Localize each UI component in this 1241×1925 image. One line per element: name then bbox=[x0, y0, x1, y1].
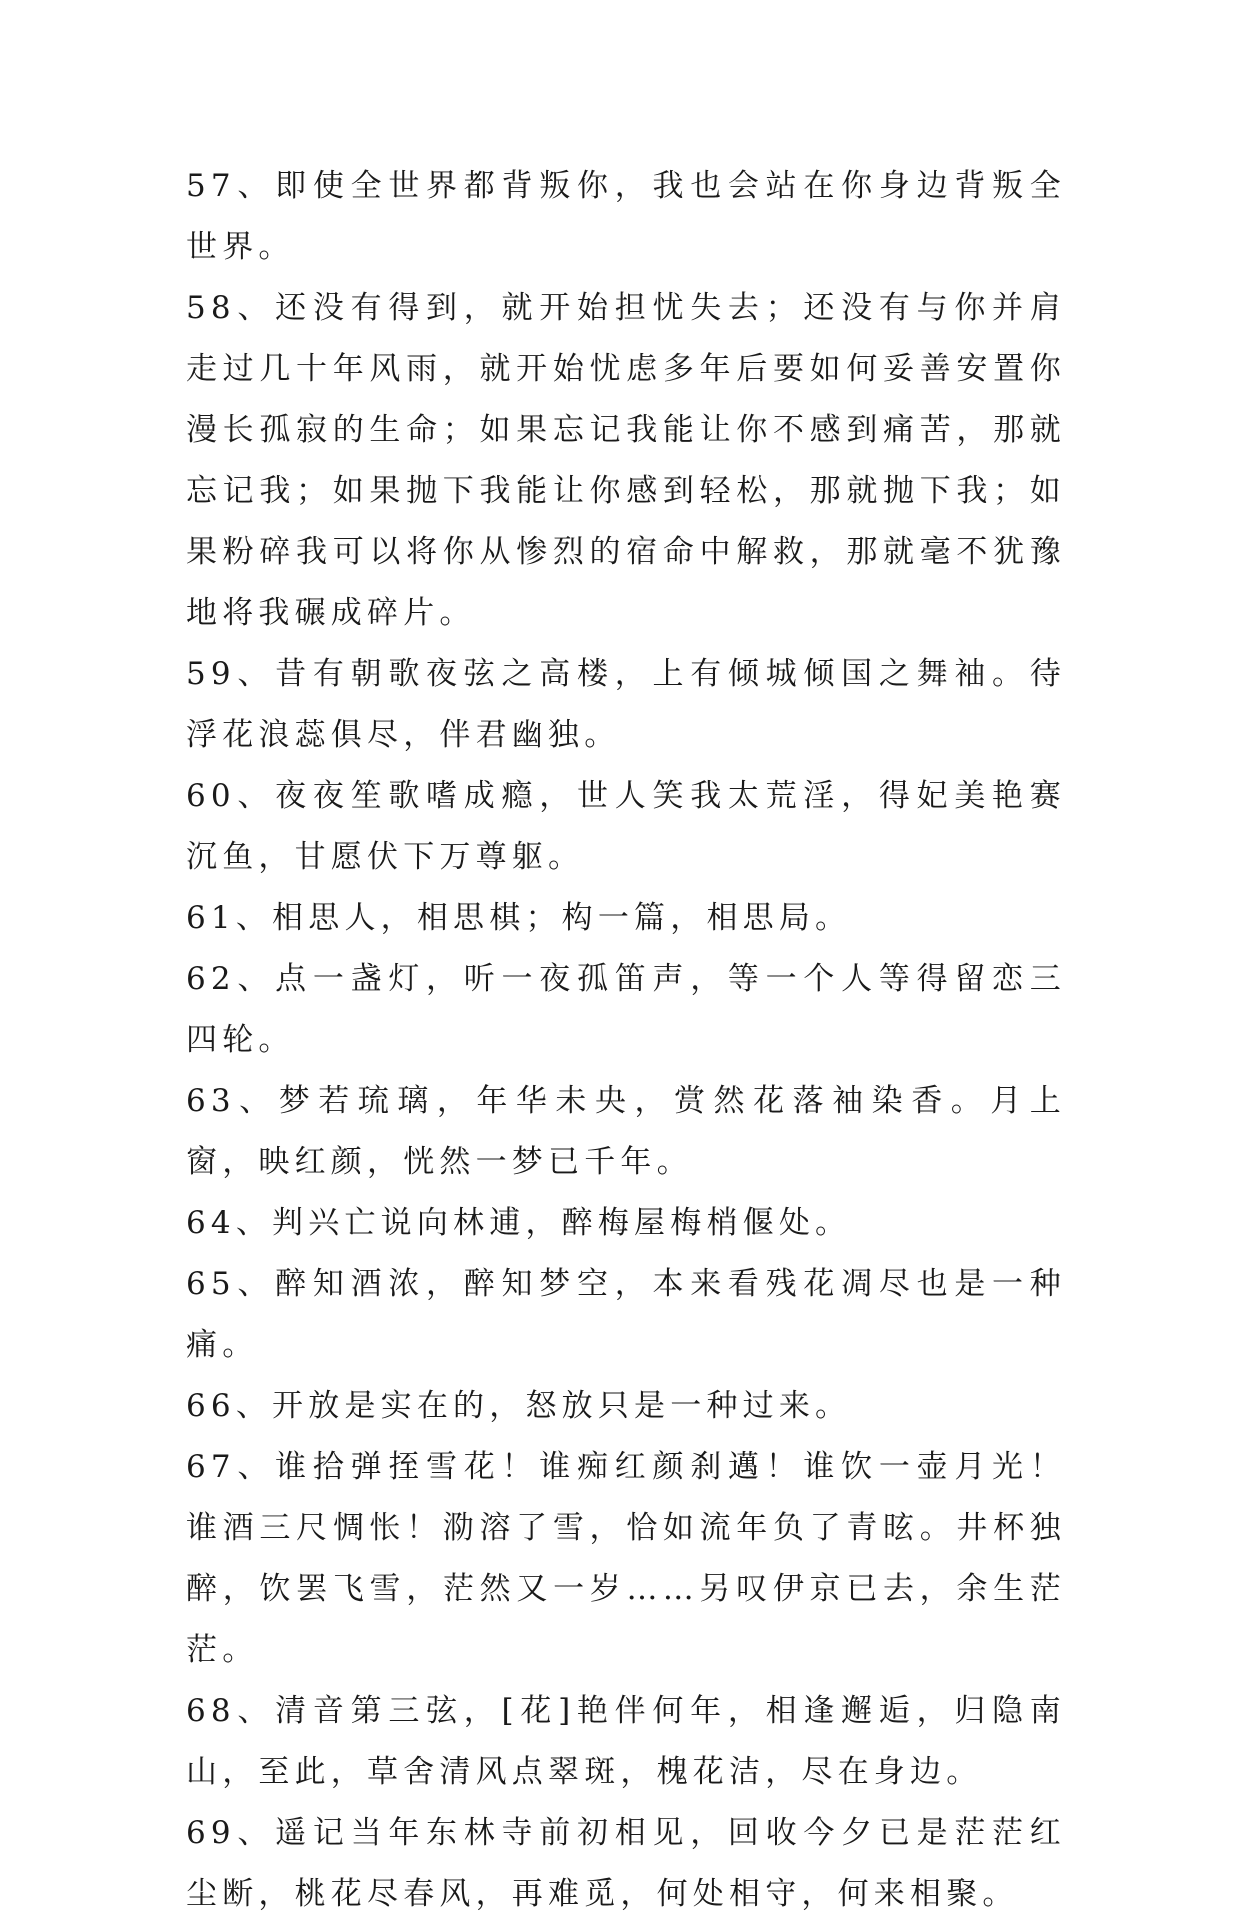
quote-entry-64: 64、判兴亡说向林逋，醉梅屋梅梢偃处。 bbox=[186, 1205, 852, 1241]
quote-list bbox=[186, 156, 1066, 1925]
quote-entry-62: 62、点一盏灯，听一夜孤笛声，等一个人等得留恋三四轮。 bbox=[186, 961, 1066, 1058]
quote-entry-57: 57、即使全世界都背叛你，我也会站在你身边背叛全世界。 bbox=[186, 168, 1066, 265]
quote-entry-58: 58、还没有得到，就开始担忧失去；还没有与你并肩走过几十年风雨，就开始忧虑多年后要如何妥善安置你漫长孤寂的生命；如果忘记我能让你不感到痛苦，那就忘记我；如果抛下我能让你感到轻松，那就抛下我；如果粉碎我可以将你从惨烈的宿命中解救，那就毫不犹豫地将我碾成碎片。 bbox=[186, 290, 1066, 631]
quote-entry-68: 68、清音第三弦，[花]艳伴何年，相逢邂逅，归隐南山，至此，草舍清风点翠斑，槐花洁，尽在身边。 bbox=[186, 1693, 1066, 1790]
quote-entry-66: 66、开放是实在的，怒放只是一种过来。 bbox=[186, 1388, 852, 1424]
quote-entry-67: 67、谁拾弹挃雪花！谁痴红颜刹邁！谁饮一壶月光！谁酒三尺惆怅！泐溶了雪，恰如流年负了青昡。井杯独醉，饮罢飞雪，茫然又一岁……另叹伊京已去，余生茫茫。 bbox=[186, 1449, 1066, 1668]
quote-entry-69: 69、遥记当年东林寺前初相见，回收今夕已是茫茫红尘断，桃花尽春风，再难觅，何处相守，何来相聚。 bbox=[186, 1815, 1066, 1912]
quote-entry-60: 60、夜夜笙歌嗜成瘾，世人笑我太荒淫，得妃美艳赛沉鱼，甘愿伏下万尊躯。 bbox=[186, 778, 1066, 875]
quote-entry-65: 65、醉知酒浓，醉知梦空，本来看残花凋尽也是一种痛。 bbox=[186, 1266, 1066, 1363]
quote-entry-61: 61、相思人，相思棋；构一篇，相思局。 bbox=[186, 900, 852, 936]
quote-entry-63: 63、梦若琉璃，年华未央，赏然花落袖染香。月上窗，映红颜，恍然一梦已千年。 bbox=[186, 1083, 1066, 1180]
quote-entry-59: 59、昔有朝歌夜弦之高楼，上有倾城倾国之舞袖。待浮花浪蕊俱尽，伴君幽独。 bbox=[186, 656, 1066, 753]
